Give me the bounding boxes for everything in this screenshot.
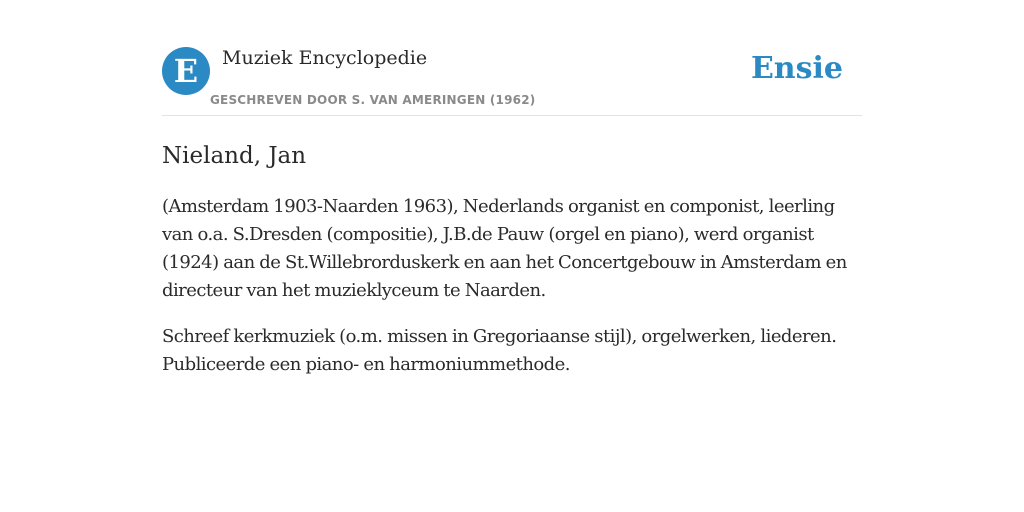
encyclopedia-logo-icon[interactable]: E <box>162 47 210 95</box>
entry-paragraph: (Amsterdam 1903-Naarden 1963), Nederlands organist en componist, leerling van o.a. S.Dresden (compositie), J.B.de Pauw (orgel en piano), werd organist (1924) aan de St.Willebrorduskerk en aan het Concertgebouw in Amsterdam en directeur van het muzieklyceum te Naarden. <box>162 196 847 301</box>
author-line: GESCHREVEN DOOR S. VAN AMERINGEN (1962) <box>210 93 536 107</box>
encyclopedia-title-link[interactable]: Muziek Encyclopedie <box>222 47 428 69</box>
entry-paragraph: Schreef kerkmuziek (o.m. missen in Gregoriaanse stijl), orgelwerken, liederen. Publiceerde een piano- en harmoniummethode. <box>162 326 837 375</box>
header <box>162 46 862 116</box>
ensie-brand-logo[interactable]: Ensie <box>750 51 843 86</box>
entry-title: Nieland, Jan <box>162 143 307 169</box>
content-container <box>162 46 862 379</box>
entry-body <box>162 193 862 379</box>
